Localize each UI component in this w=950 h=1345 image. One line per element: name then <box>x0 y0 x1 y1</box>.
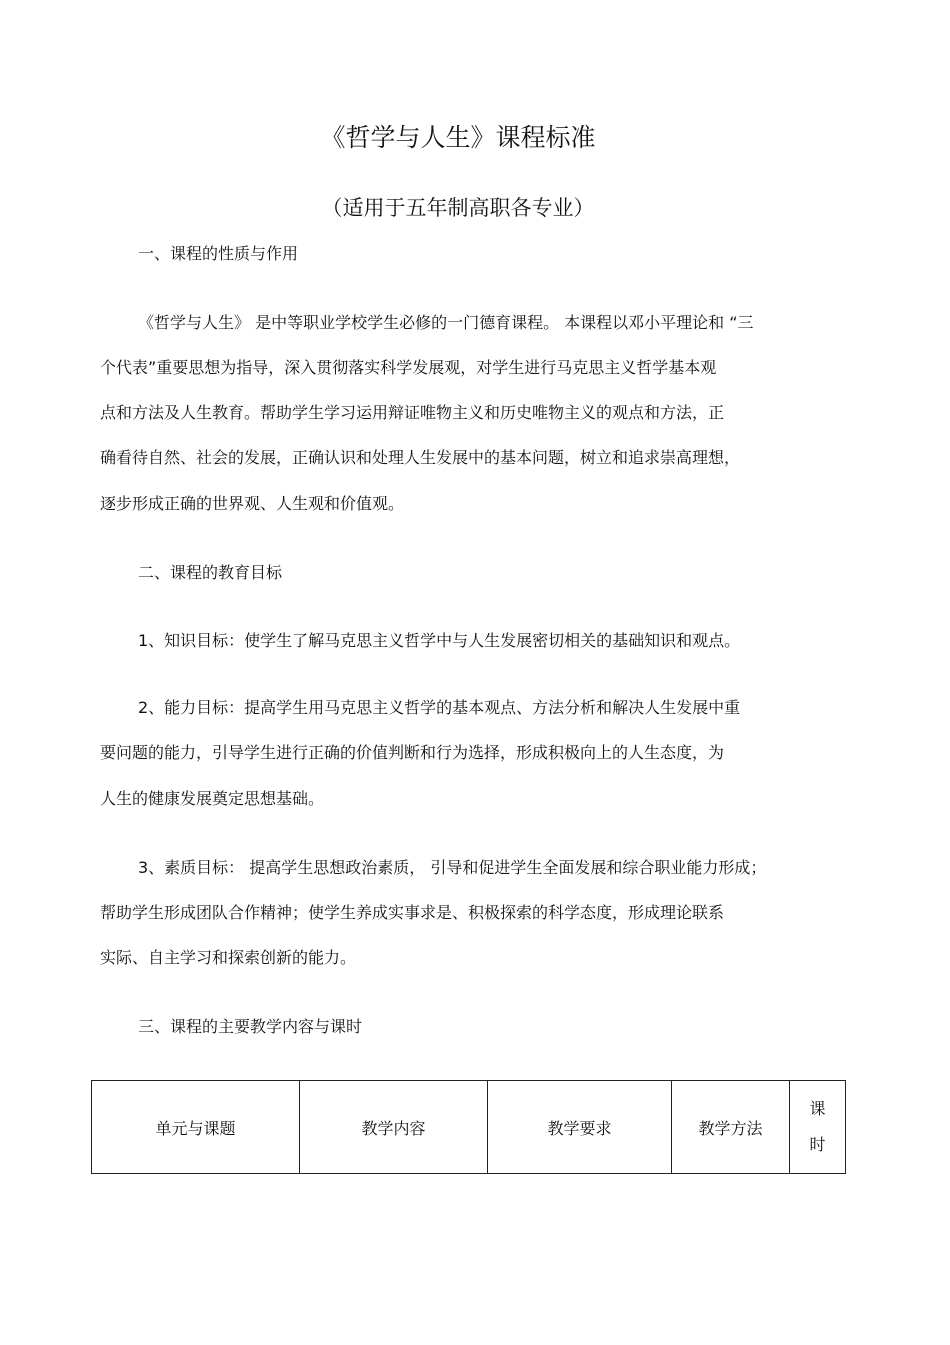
section-heading-3: 三、课程的主要教学内容与课时 <box>138 1017 363 1036</box>
header-hours <box>790 1081 846 1174</box>
quality-goal-line: 实际、自主学习和探索创新的能力。 <box>100 948 357 967</box>
section-heading-2: 二、课程的教育目标 <box>138 563 283 582</box>
header-unit-topic: 单元与课题 <box>92 1081 300 1174</box>
paragraph-line: 《哲学与人生》 是中等职业学校学生必修的一门德育课程。 本课程以邓小平理论和 “三 <box>138 313 754 332</box>
course-table <box>91 1080 846 1174</box>
knowledge-goal-line: 1、知识目标：使学生了解马克思主义哲学中与人生发展密切相关的基础知识和观点。 <box>138 631 741 650</box>
table-header-row <box>92 1081 846 1174</box>
paragraph-line: 逐步形成正确的世界观、人生观和价值观。 <box>100 494 405 513</box>
section-heading-1: 一、课程的性质与作用 <box>138 244 299 263</box>
page-title: 《哲学与人生》课程标准 <box>320 123 596 152</box>
paragraph-line: 个代表”重要思想为指导，深入贯彻落实科学发展观，对学生进行马克思主义哲学基本观 <box>100 358 717 377</box>
ability-goal-line: 人生的健康发展奠定思想基础。 <box>100 789 325 808</box>
header-hours-char: 时 <box>809 1135 826 1154</box>
page-subtitle: （适用于五年制高职各专业） <box>321 196 595 220</box>
paragraph-line: 确看待自然、社会的发展，正确认识和处理人生发展中的基本问题，树立和追求崇高理想， <box>100 448 741 467</box>
ability-goal-line: 要问题的能力，引导学生进行正确的价值判断和行为选择，形成积极向上的人生态度，为 <box>100 743 725 762</box>
quality-goal-line: 3、素质目标： 提高学生思想政治素质， 引导和促进学生全面发展和综合职业能力形成； <box>138 858 767 877</box>
ability-goal-line: 2、能力目标：提高学生用马克思主义哲学的基本观点、方法分析和解决人生发展中重 <box>138 698 741 717</box>
header-requirements: 教学要求 <box>488 1081 672 1174</box>
header-hours-char: 课 <box>809 1099 826 1118</box>
quality-goal-line: 帮助学生形成团队合作精神；使学生养成实事求是、积极探索的科学态度，形成理论联系 <box>100 903 725 922</box>
header-content: 教学内容 <box>300 1081 488 1174</box>
paragraph-line: 点和方法及人生教育。帮助学生学习运用辩证唯物主义和历史唯物主义的观点和方法，正 <box>100 403 725 422</box>
header-method: 教学方法 <box>672 1081 790 1174</box>
